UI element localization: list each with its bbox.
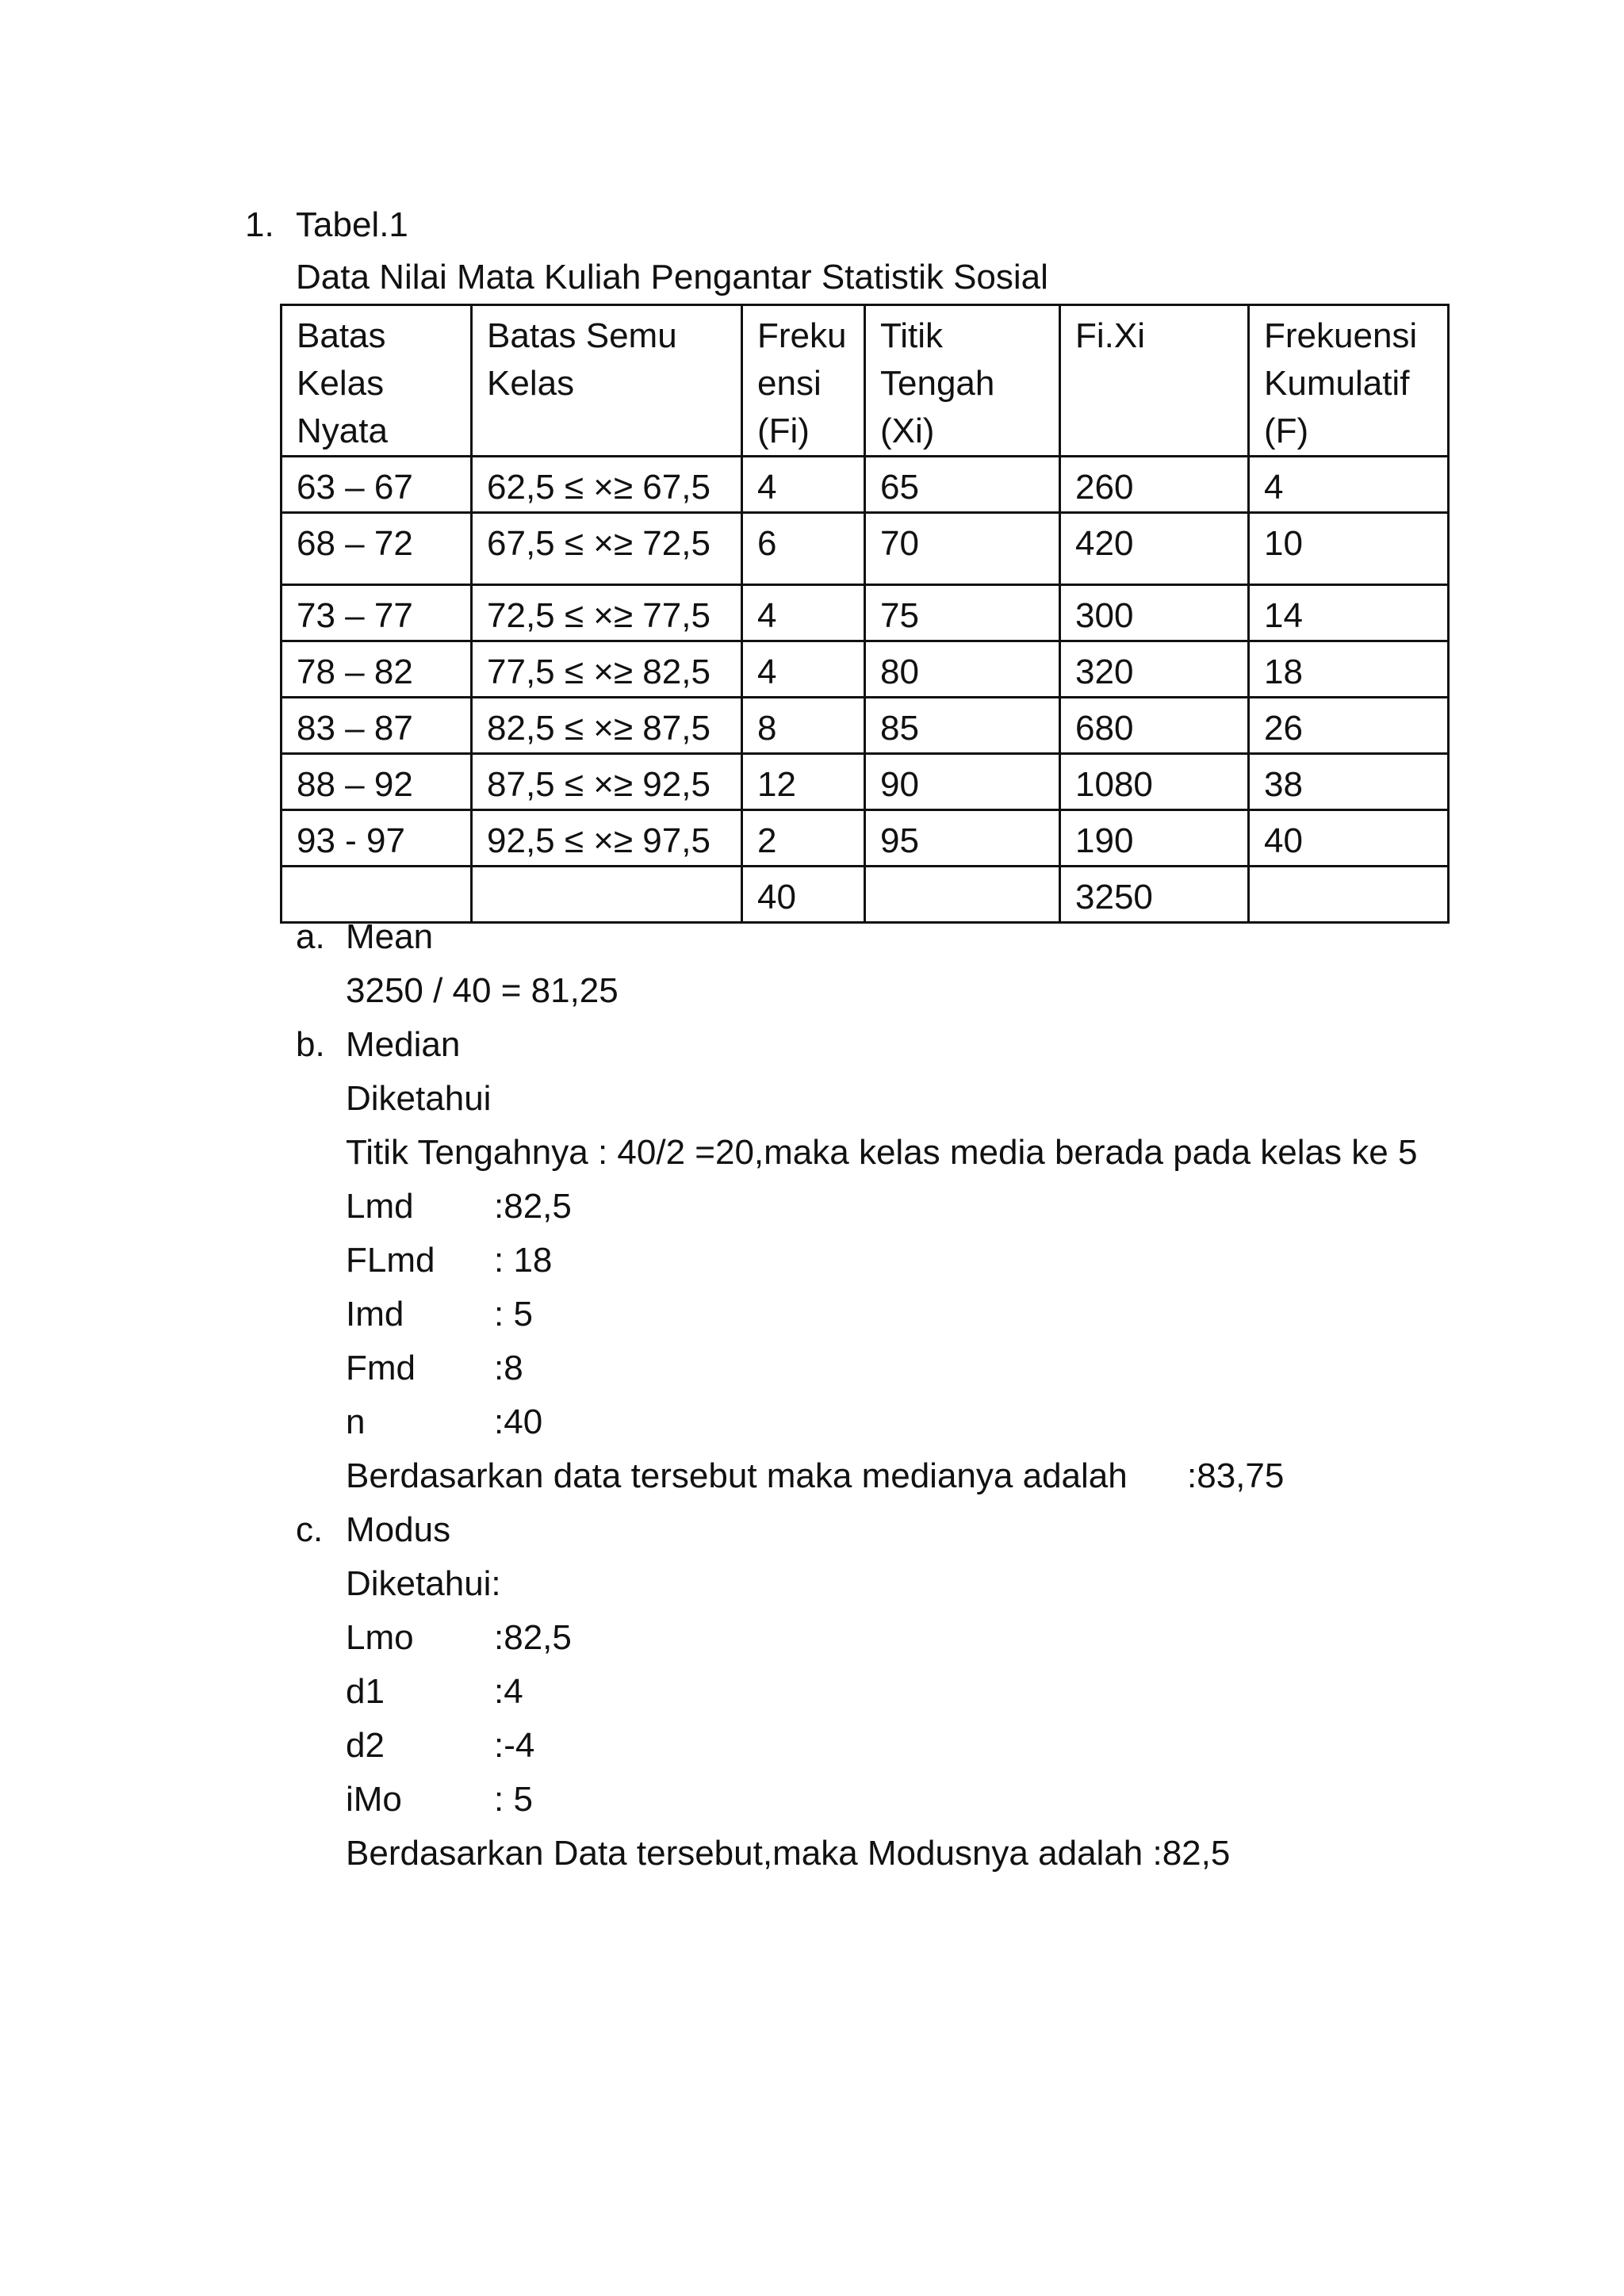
table-cell: 18 bbox=[1249, 641, 1449, 698]
table-cell: 92,5 ≤ ×≥ 97,5 bbox=[472, 810, 742, 867]
table-cell: 38 bbox=[1249, 754, 1449, 810]
section-marker-mean: a. bbox=[296, 917, 325, 956]
section-title-median: Median bbox=[346, 1025, 461, 1064]
median-conclusion: Berdasarkan data tersebut maka medianya adalah bbox=[346, 1456, 1128, 1495]
table-cell: 4 bbox=[1249, 457, 1449, 513]
section-marker-modus: c. bbox=[296, 1510, 324, 1549]
mean-formula: 3250 / 40 = 81,25 bbox=[346, 971, 619, 1010]
table-cell bbox=[472, 867, 742, 923]
modus-item-value: :4 bbox=[494, 1672, 523, 1711]
table-cell bbox=[282, 867, 472, 923]
median-item-value: : 18 bbox=[494, 1241, 553, 1280]
table-row bbox=[282, 698, 1449, 754]
table-cell: 90 bbox=[865, 754, 1060, 810]
list-number: 1. bbox=[245, 205, 274, 244]
median-item-label: n bbox=[346, 1402, 366, 1441]
table-cell: 95 bbox=[865, 810, 1060, 867]
table-cell: 93 - 97 bbox=[282, 810, 472, 867]
modus-item-label: d2 bbox=[346, 1726, 385, 1765]
median-item-value: :40 bbox=[494, 1402, 543, 1441]
table-cell: 68 – 72 bbox=[282, 513, 472, 585]
table-cell: 260 bbox=[1060, 457, 1249, 513]
table-cell: 14 bbox=[1249, 585, 1449, 641]
median-result: :83,75 bbox=[1187, 1456, 1285, 1495]
table-header-cell: Freku ensi (Fi) bbox=[742, 305, 865, 457]
modus-conclusion: Berdasarkan Data tersebut,maka Modusnya adalah :82,5 bbox=[346, 1834, 1231, 1873]
median-item-label: Imd bbox=[346, 1295, 404, 1334]
median-known-label: Diketahui bbox=[346, 1079, 492, 1118]
median-item-value: : 5 bbox=[494, 1295, 533, 1334]
table-cell: 80 bbox=[865, 641, 1060, 698]
modus-known-label: Diketahui: bbox=[346, 1564, 501, 1603]
modus-item-value: :82,5 bbox=[494, 1618, 572, 1657]
table-cell: 83 – 87 bbox=[282, 698, 472, 754]
frequency-table bbox=[280, 304, 1450, 924]
median-midpoint-text: Titik Tengahnya : 40/2 =20,maka kelas media berada pada kelas ke 5 bbox=[346, 1133, 1418, 1172]
table-row bbox=[282, 641, 1449, 698]
table-header-cell: Titik Tengah (Xi) bbox=[865, 305, 1060, 457]
table-cell: 4 bbox=[742, 457, 865, 513]
table-row bbox=[282, 754, 1449, 810]
table-header-cell: Frekuensi Kumulatif (F) bbox=[1249, 305, 1449, 457]
table-cell: 75 bbox=[865, 585, 1060, 641]
table-cell: 87,5 ≤ ×≥ 92,5 bbox=[472, 754, 742, 810]
table-header-row bbox=[282, 305, 1449, 457]
table-cell: 85 bbox=[865, 698, 1060, 754]
table-cell: 82,5 ≤ ×≥ 87,5 bbox=[472, 698, 742, 754]
modus-item-label: d1 bbox=[346, 1672, 385, 1711]
section-marker-median: b. bbox=[296, 1025, 325, 1064]
table-cell bbox=[1249, 867, 1449, 923]
table-cell: 12 bbox=[742, 754, 865, 810]
section-title-modus: Modus bbox=[346, 1510, 451, 1549]
table-row bbox=[282, 867, 1449, 923]
table-cell: 67,5 ≤ ×≥ 72,5 bbox=[472, 513, 742, 585]
table-cell: 300 bbox=[1060, 585, 1249, 641]
table-cell: 88 – 92 bbox=[282, 754, 472, 810]
section-title-mean: Mean bbox=[346, 917, 434, 956]
table-cell: 78 – 82 bbox=[282, 641, 472, 698]
median-item-value: :82,5 bbox=[494, 1187, 572, 1226]
table-cell: 10 bbox=[1249, 513, 1449, 585]
table-cell: 72,5 ≤ ×≥ 77,5 bbox=[472, 585, 742, 641]
table-cell: 62,5 ≤ ×≥ 67,5 bbox=[472, 457, 742, 513]
table-cell: 70 bbox=[865, 513, 1060, 585]
modus-item-value: : 5 bbox=[494, 1780, 533, 1819]
table-cell: 420 bbox=[1060, 513, 1249, 585]
table-row bbox=[282, 513, 1449, 585]
table-header-cell: Fi.Xi bbox=[1060, 305, 1249, 457]
table-cell: 1080 bbox=[1060, 754, 1249, 810]
table-cell: 65 bbox=[865, 457, 1060, 513]
table-cell: 190 bbox=[1060, 810, 1249, 867]
table-cell: 77,5 ≤ ×≥ 82,5 bbox=[472, 641, 742, 698]
table-row bbox=[282, 585, 1449, 641]
table-cell: 40 bbox=[742, 867, 865, 923]
table-cell bbox=[865, 867, 1060, 923]
table-cell: 40 bbox=[1249, 810, 1449, 867]
median-item-label: Fmd bbox=[346, 1349, 416, 1387]
table-header-cell: Batas Semu Kelas bbox=[472, 305, 742, 457]
modus-item-label: Lmo bbox=[346, 1618, 414, 1657]
table-cell: 680 bbox=[1060, 698, 1249, 754]
median-item-label: Lmd bbox=[346, 1187, 414, 1226]
table-title: Tabel.1 bbox=[296, 205, 408, 244]
table-header-cell: Batas Kelas Nyata bbox=[282, 305, 472, 457]
median-item-value: :8 bbox=[494, 1349, 523, 1387]
table-cell: 63 – 67 bbox=[282, 457, 472, 513]
table-cell: 3250 bbox=[1060, 867, 1249, 923]
table-row bbox=[282, 457, 1449, 513]
table-cell: 4 bbox=[742, 641, 865, 698]
modus-item-value: :-4 bbox=[494, 1726, 535, 1765]
table-cell: 320 bbox=[1060, 641, 1249, 698]
table-cell: 6 bbox=[742, 513, 865, 585]
median-item-label: FLmd bbox=[346, 1241, 435, 1280]
table-cell: 4 bbox=[742, 585, 865, 641]
table-cell: 2 bbox=[742, 810, 865, 867]
table-cell: 8 bbox=[742, 698, 865, 754]
table-subtitle: Data Nilai Mata Kuliah Pengantar Statistik Sosial bbox=[296, 258, 1048, 297]
table-cell: 26 bbox=[1249, 698, 1449, 754]
table-cell: 73 – 77 bbox=[282, 585, 472, 641]
modus-item-label: iMo bbox=[346, 1780, 402, 1819]
table-row bbox=[282, 810, 1449, 867]
